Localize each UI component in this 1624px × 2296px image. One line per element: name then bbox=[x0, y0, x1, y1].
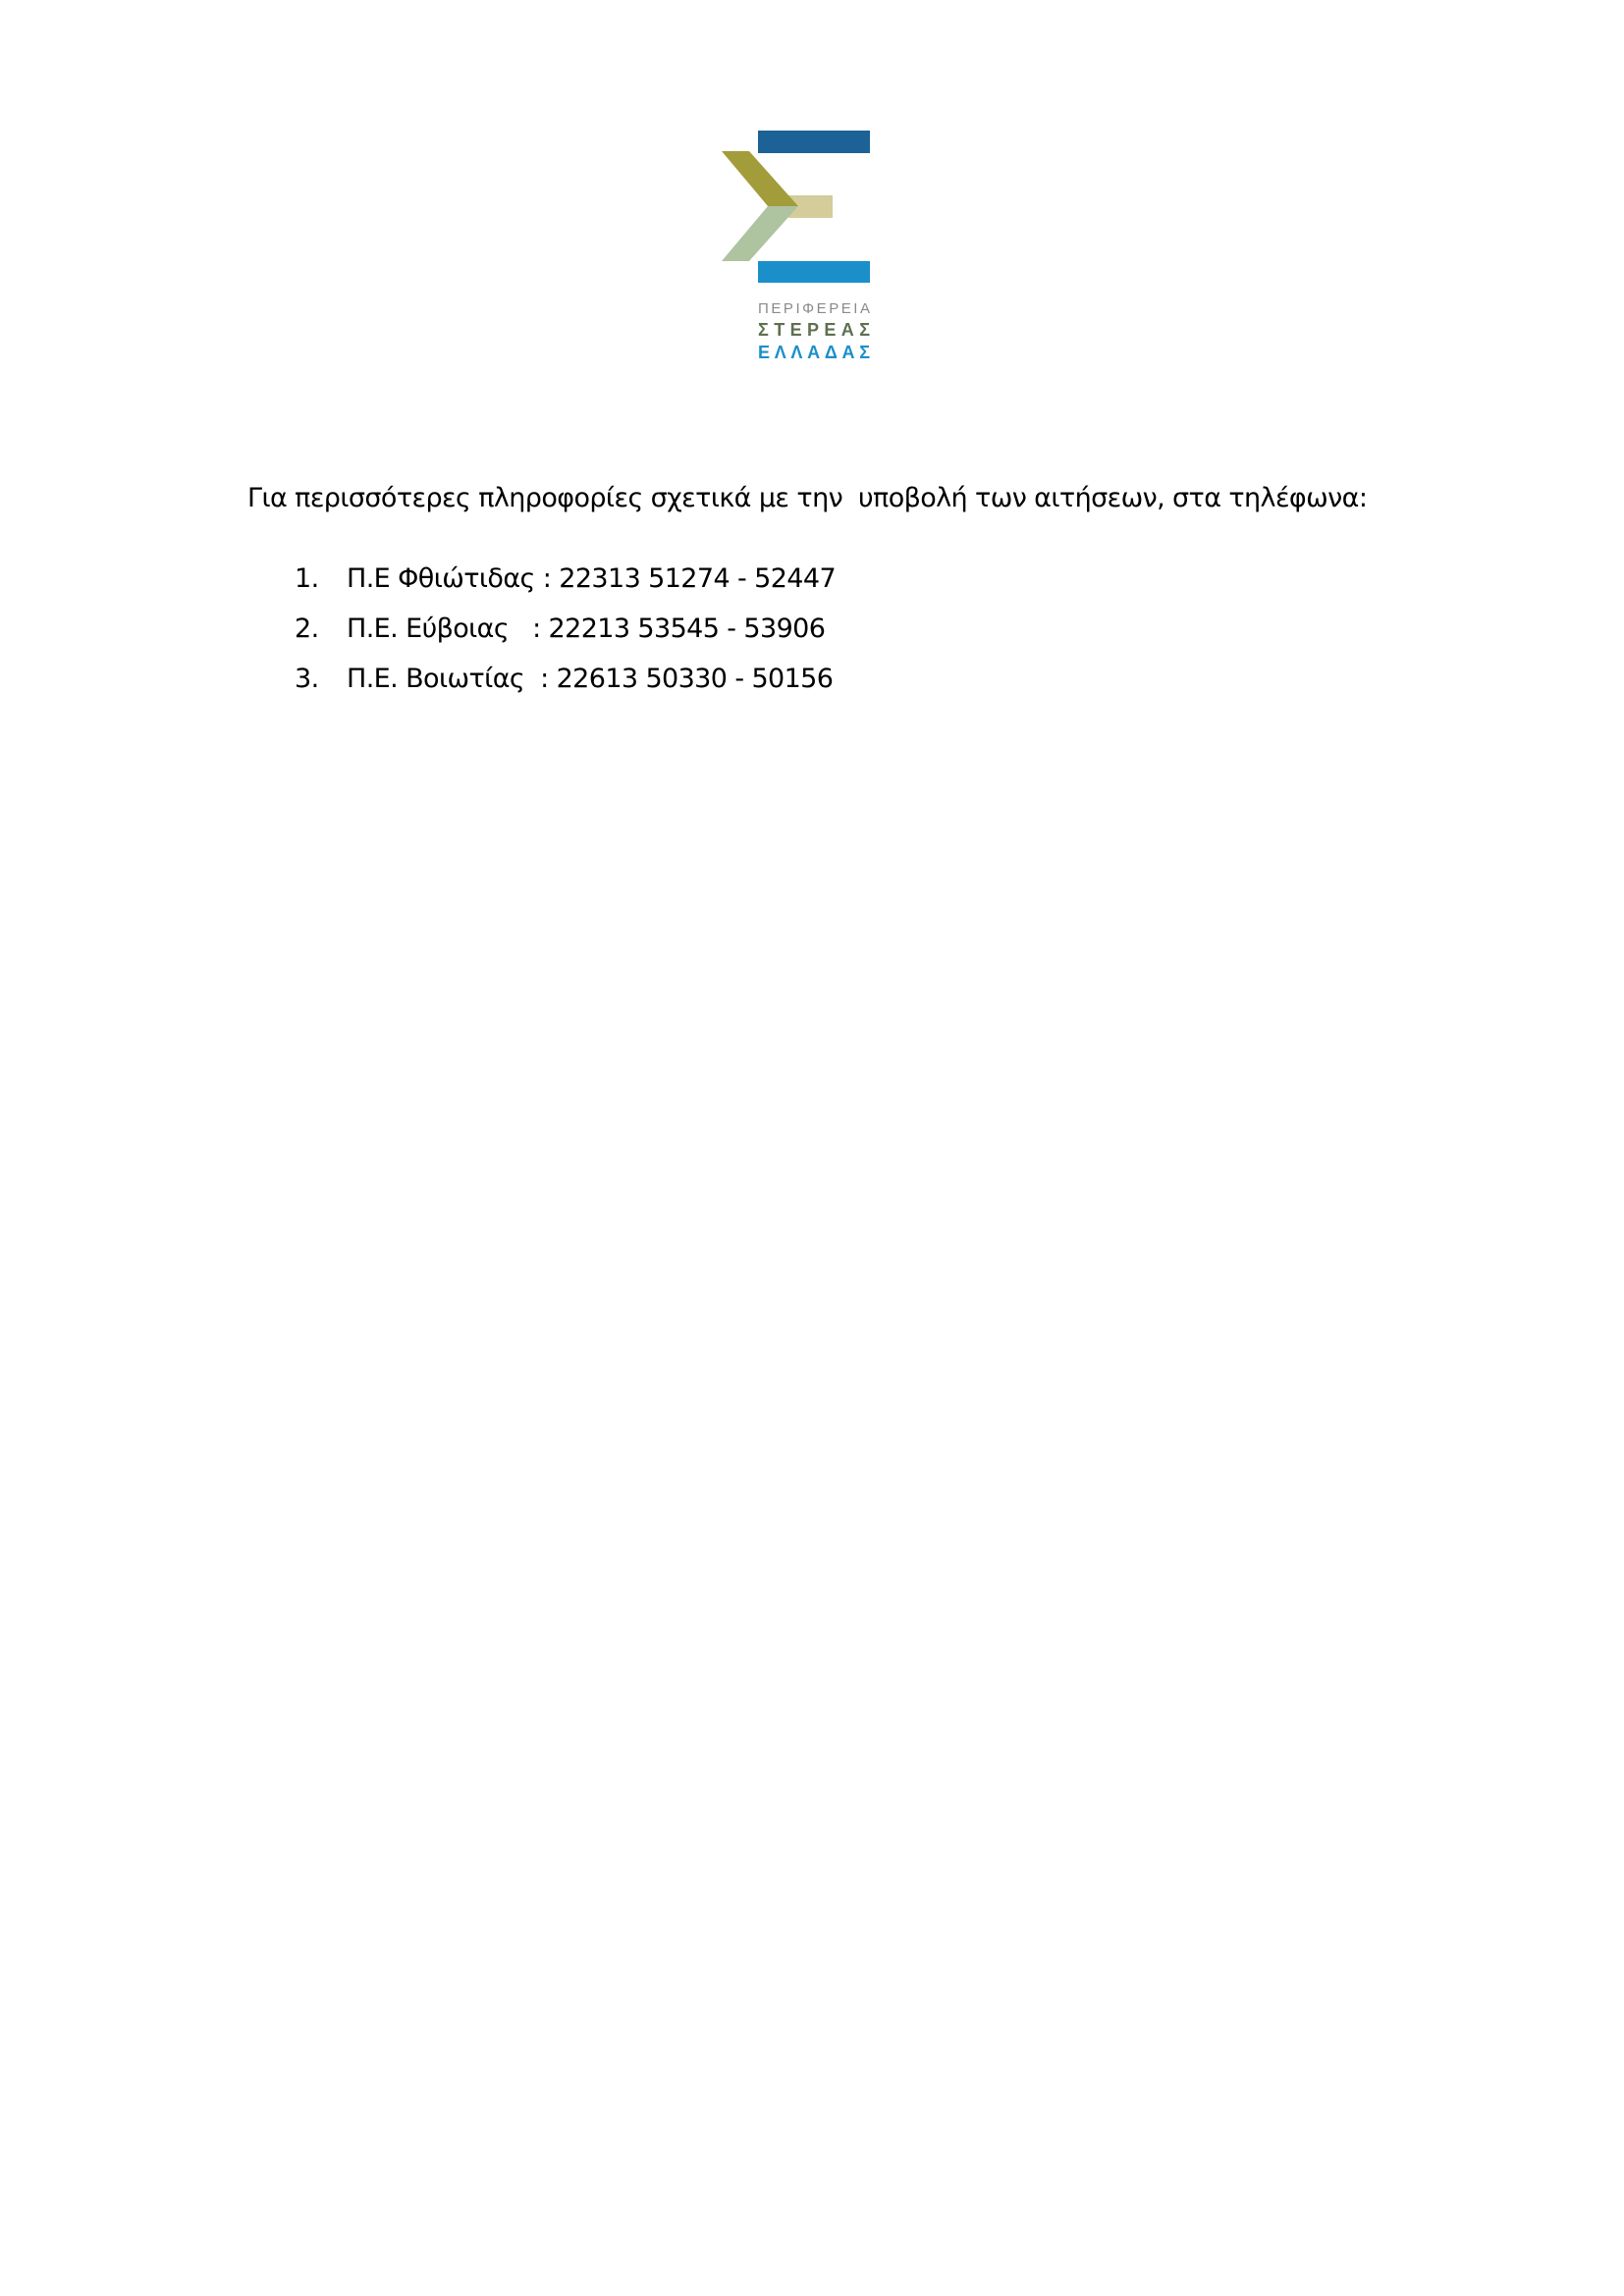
list-number: 3. bbox=[295, 664, 319, 694]
contact-text: Π.Ε. Βοιωτίας : 22613 50330 - 50156 bbox=[347, 664, 834, 694]
list-number: 1. bbox=[295, 563, 319, 594]
contact-list bbox=[295, 560, 836, 710]
contact-text: Π.Ε Φθιώτιδας : 22313 51274 - 52447 bbox=[347, 563, 837, 594]
logo-text-line2: ΣΤΕΡΕΑΣ bbox=[758, 320, 870, 340]
list-number: 2. bbox=[295, 614, 319, 644]
list-item bbox=[295, 560, 836, 610]
logo-upper-chevron bbox=[722, 151, 798, 206]
logo-bottom-bar bbox=[758, 261, 870, 283]
logo-top-bar bbox=[758, 131, 870, 153]
intro-text: Για περισσότερες πληροφορίες σχετικά με την υποβολή των αιτήσεων, στα τηλέφωνα: bbox=[247, 483, 1368, 513]
region-logo bbox=[707, 118, 903, 373]
logo-lower-chevron bbox=[722, 206, 798, 261]
contact-text: Π.Ε. Εύβοιας : 22213 53545 - 53906 bbox=[347, 614, 826, 644]
list-item bbox=[295, 610, 836, 660]
list-item bbox=[295, 660, 836, 710]
logo-text-line3: ΕΛΛΑΔΑΣ bbox=[758, 343, 870, 362]
logo-text-line1: ΠΕΡΙΦΕΡΕΙΑ bbox=[758, 300, 870, 317]
